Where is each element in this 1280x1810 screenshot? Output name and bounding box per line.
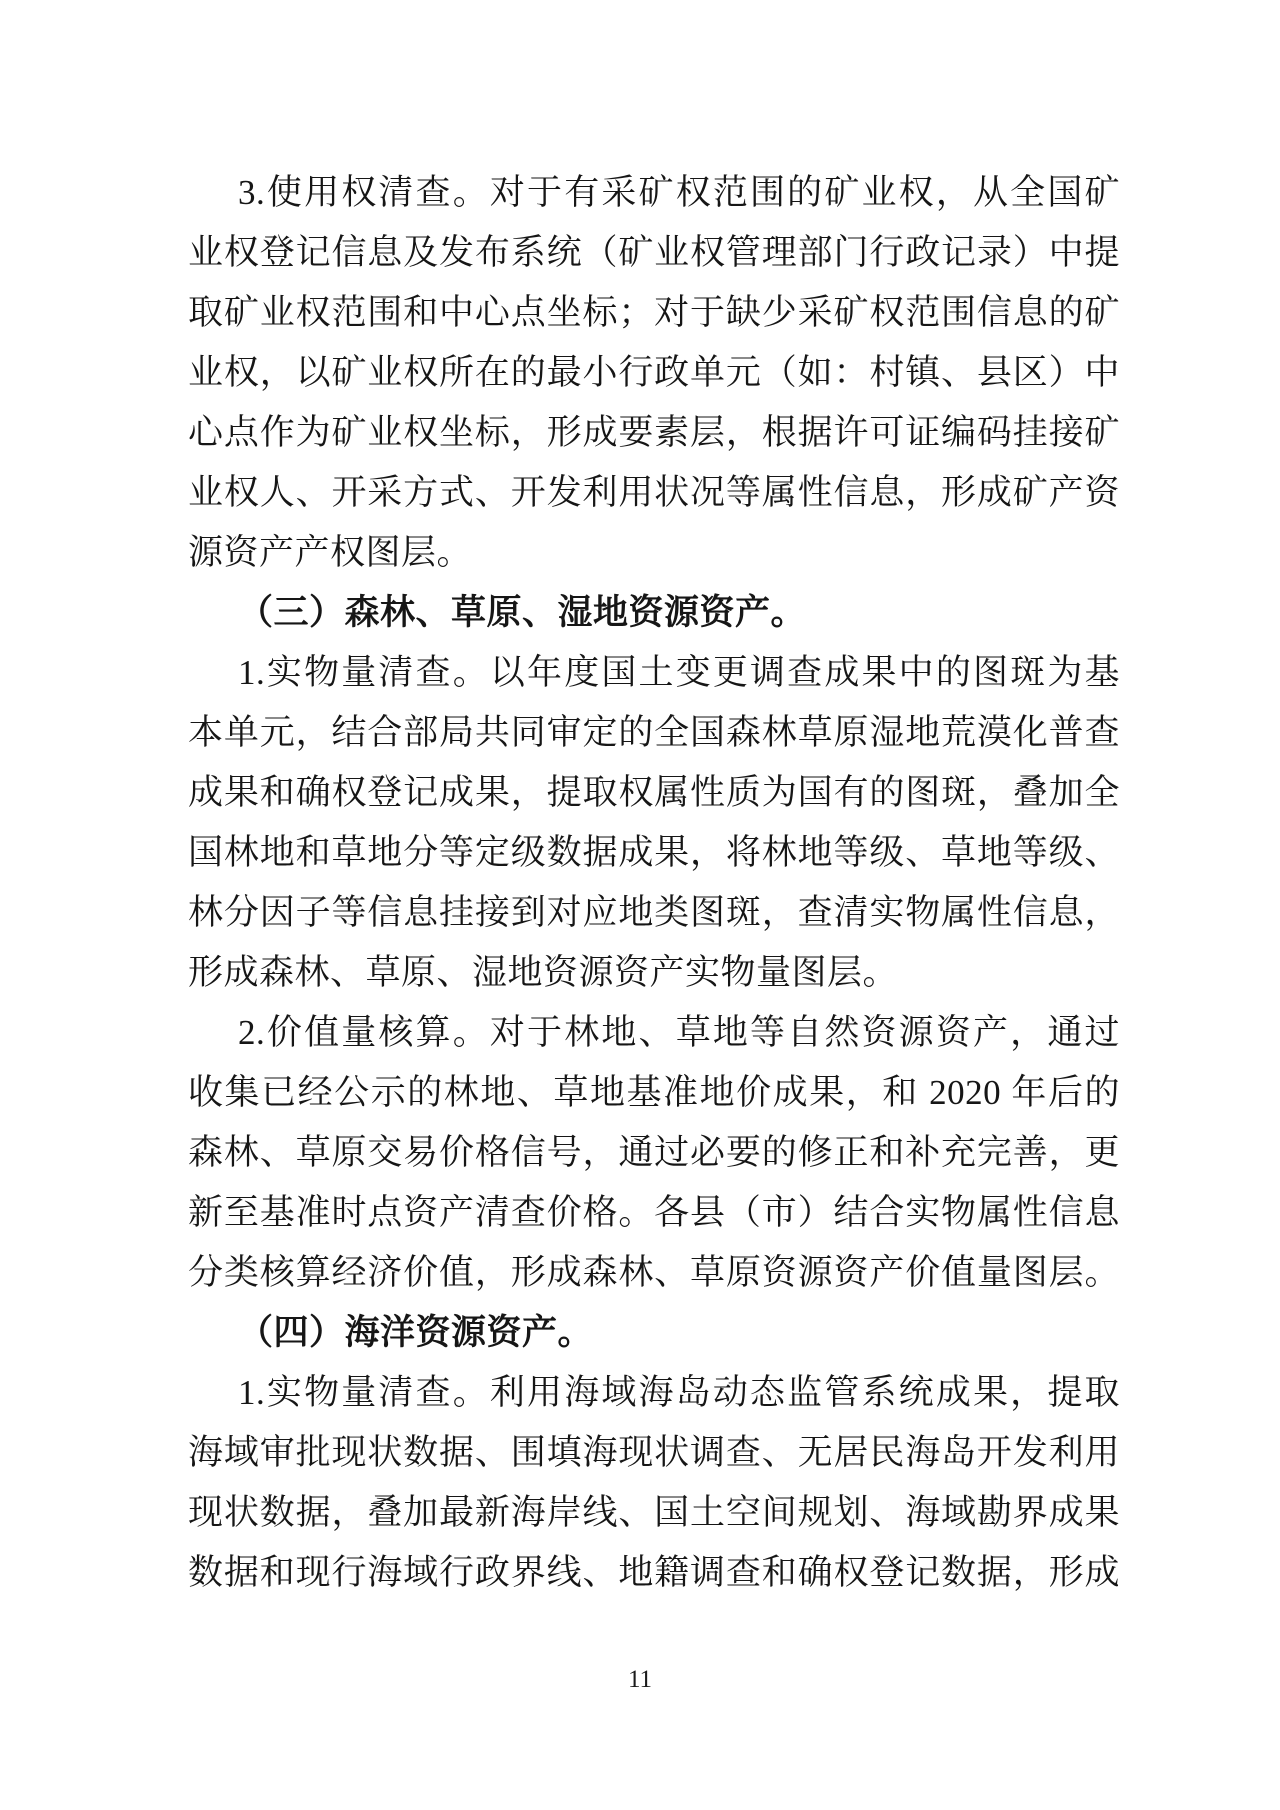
text-line: 现状数据，叠加最新海岸线、国土空间规划、海域勘界成果 — [188, 1493, 1120, 1532]
text-line: 1.实物量清查。以年度国土变更调查成果中的图斑为基 — [238, 653, 1120, 692]
text-line: 国林地和草地分等定级数据成果，将林地等级、草地等级、 — [188, 833, 1120, 872]
text-line: 海域审批现状数据、围填海现状调查、无居民海岛开发利用 — [188, 1433, 1120, 1472]
text-line: 1.实物量清查。利用海域海岛动态监管系统成果，提取 — [238, 1373, 1120, 1412]
text-line: 形成森林、草原、湿地资源资产实物量图层。 — [188, 953, 899, 992]
text-line: 2.价值量核算。对于林地、草地等自然资源资产，通过 — [238, 1013, 1120, 1052]
text-line: 取矿业权范围和中心点坐标；对于缺少采矿权范围信息的矿 — [188, 293, 1120, 332]
text-line: 数据和现行海域行政界线、地籍调查和确权登记数据，形成 — [188, 1553, 1120, 1592]
text-line: 森林、草原交易价格信号，通过必要的修正和补充完善，更 — [188, 1133, 1120, 1172]
section-heading: （四）海洋资源资产。 — [238, 1313, 594, 1352]
text-line: 成果和确权登记成果，提取权属性质为国有的图斑，叠加全 — [188, 773, 1120, 812]
text-line: 本单元，结合部局共同审定的全国森林草原湿地荒漠化普查 — [188, 713, 1120, 752]
text-line: 业权登记信息及发布系统（矿业权管理部门行政记录）中提 — [188, 233, 1120, 272]
text-line: 3.使用权清查。对于有采矿权范围的矿业权，从全国矿 — [238, 173, 1120, 212]
text-line: 新至基准时点资产清查价格。各县（市）结合实物属性信息 — [188, 1193, 1120, 1232]
document-body — [188, 163, 1120, 1603]
text-line: 业权，以矿业权所在的最小行政单元（如：村镇、县区）中 — [188, 353, 1120, 392]
section-heading: （三）森林、草原、湿地资源资产。 — [238, 593, 807, 632]
text-line: 源资产产权图层。 — [188, 533, 473, 572]
text-line: 林分因子等信息挂接到对应地类图斑，查清实物属性信息， — [188, 893, 1120, 932]
text-line: 分类核算经济价值，形成森林、草原资源资产价值量图层。 — [188, 1253, 1120, 1292]
text-line: 业权人、开采方式、开发利用状况等属性信息，形成矿产资 — [188, 473, 1120, 512]
text-line: 收集已经公示的林地、草地基准地价成果，和 2020 年后的 — [188, 1073, 1120, 1112]
page-number: 11 — [627, 1666, 653, 1693]
text-line: 心点作为矿业权坐标，形成要素层，根据许可证编码挂接矿 — [188, 413, 1120, 452]
